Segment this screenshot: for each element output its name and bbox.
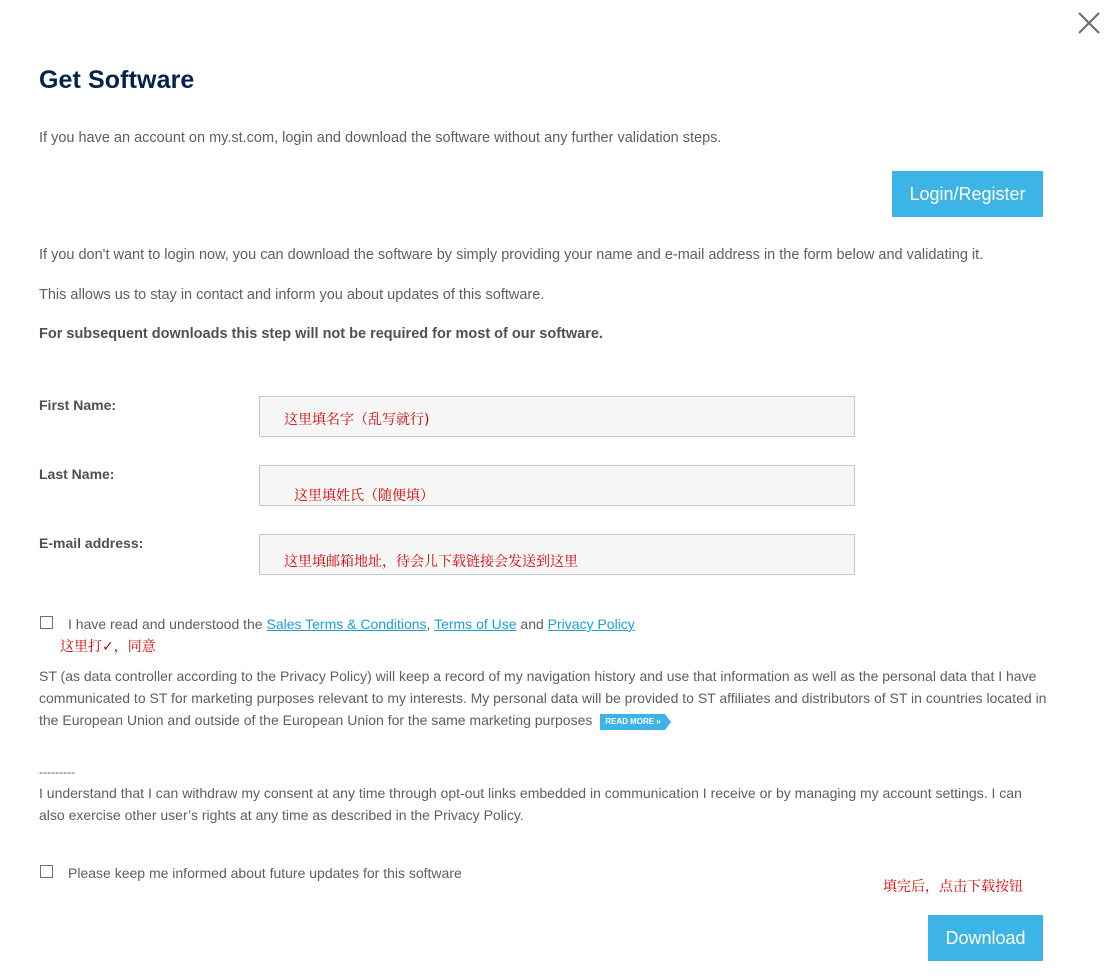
terms-consent-text xyxy=(68,616,635,632)
consent-prefix: I have read and understood the xyxy=(68,616,267,632)
email-field[interactable] xyxy=(259,534,855,575)
first-name-label: First Name: xyxy=(39,397,117,413)
terms-of-use-link[interactable]: Terms of Use xyxy=(434,616,517,632)
updates-label: Please keep me informed about future updates for this software xyxy=(68,865,462,881)
terms-checkbox[interactable] xyxy=(40,616,53,629)
privacy-policy-link[interactable]: Privacy Policy xyxy=(547,616,635,632)
read-more-button[interactable]: READ MORE » xyxy=(600,714,665,730)
divider-text: --------- xyxy=(39,765,75,779)
info-paragraph: If you don't want to login now, you can download the software by simply providing your name and e-mail address in the form below and validating it. xyxy=(39,247,984,263)
close-icon[interactable] xyxy=(1076,10,1102,36)
first-name-annotation: 这里填名字（乱写就行) xyxy=(284,412,430,428)
email-label: E-mail address: xyxy=(39,535,144,551)
read-more-label: READ MORE xyxy=(605,717,655,726)
email-annotation: 这里填邮箱地址，待会儿下载链接会发送到这里 xyxy=(284,554,578,570)
sales-terms-link[interactable]: Sales Terms & Conditions xyxy=(266,616,427,632)
first-name-field[interactable] xyxy=(259,396,855,437)
consent-separator: , xyxy=(426,616,435,632)
last-name-annotation: 这里填姓氏（随便填） xyxy=(294,488,434,504)
last-name-label: Last Name: xyxy=(39,466,115,482)
withdraw-consent-text: I understand that I can withdraw my consent at any time through opt-out links embedded in communication I receive or by managing my account settings. I can also exercise other user’s rights at any time as described in the Privacy Policy. xyxy=(39,785,1022,823)
last-name-field[interactable] xyxy=(259,465,855,506)
data-processing-body: ST (as data controller according to the Privacy Policy) will keep a record of my navigation history and use that information as well as the personal data that I have communicated to ST for marketing purposes relevant to my interests. My personal data will be provided to ST affiliates and distributors of ST in countries located in the European Union and outside of the European Union for the same marketing purposes xyxy=(39,668,1047,728)
info-paragraph: This allows us to stay in contact and inform you about updates of this software. xyxy=(39,287,545,303)
updates-checkbox[interactable] xyxy=(40,865,53,878)
data-processing-text xyxy=(39,665,1049,731)
download-annotation: 填完后，点击下载按钮 xyxy=(883,879,1023,895)
consent-and: and xyxy=(516,616,548,632)
download-button[interactable]: Download xyxy=(928,915,1043,961)
info-paragraph-bold: For subsequent downloads this step will not be required for most of our software. xyxy=(39,326,603,342)
page-title: Get Software xyxy=(39,66,195,94)
checkbox-annotation: 这里打✓，同意 xyxy=(60,639,156,655)
intro-text: If you have an account on my.st.com, login and download the software without any further validation steps. xyxy=(39,130,722,146)
login-register-button[interactable]: Login/Register xyxy=(892,171,1043,217)
